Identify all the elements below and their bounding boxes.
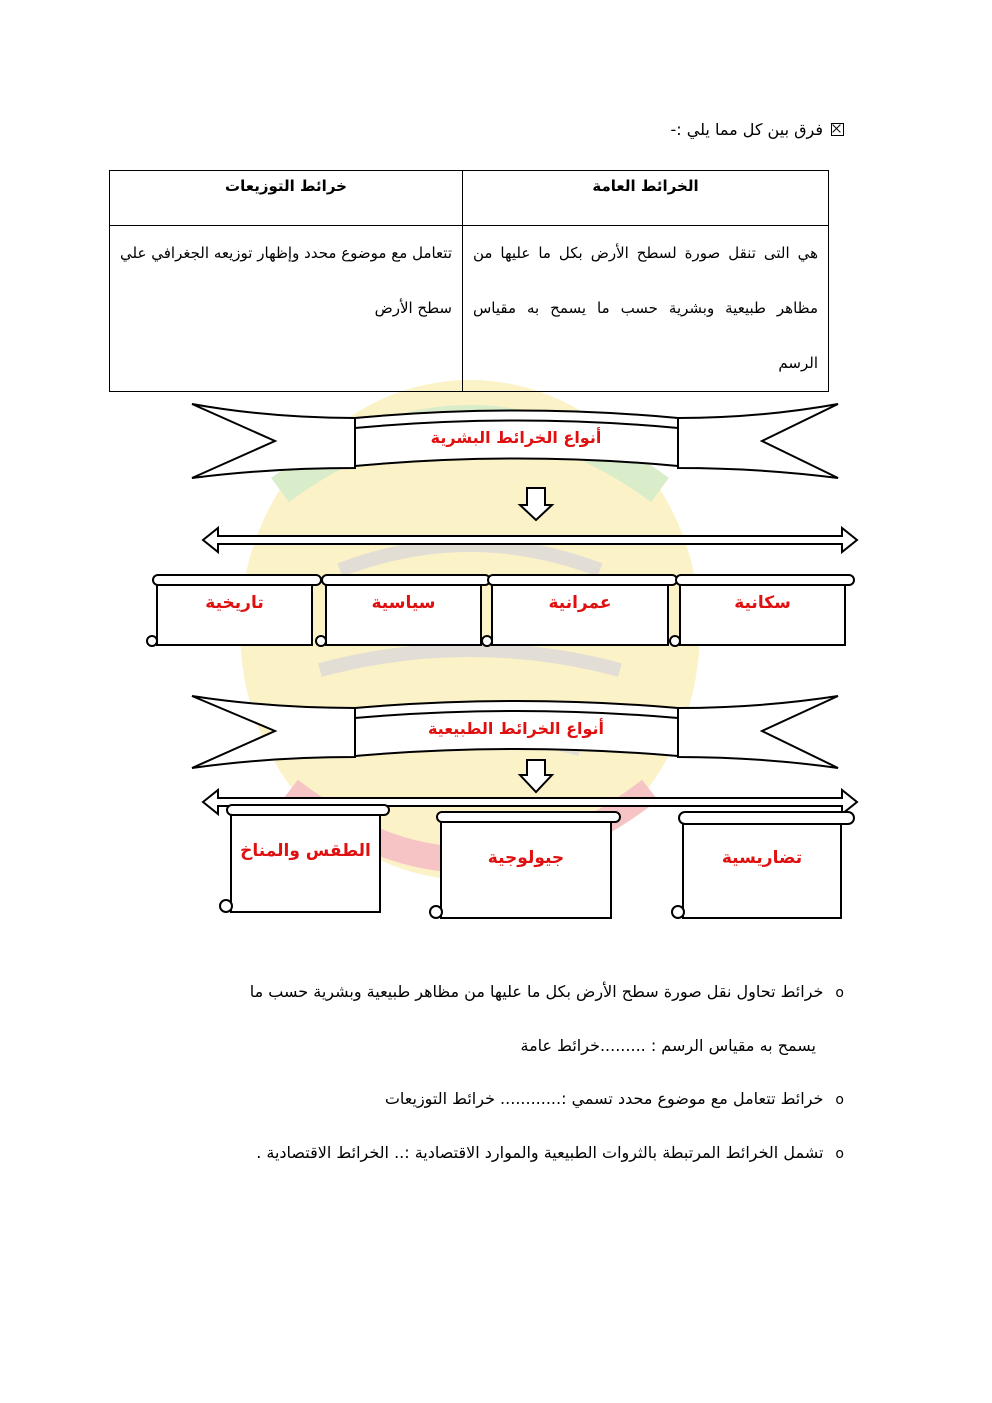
question-1-line-2: يسمح به مقياس الرسم : .........خرائط عامة [520, 1036, 816, 1055]
question-2-text: خرائط تتعامل مع موضوع محدد تسمي :............ خرائط التوزيعات [384, 1089, 824, 1108]
type-historical-label: تاريخية [205, 593, 264, 613]
question-item [385, 1089, 844, 1108]
type-political-label: سياسية [371, 593, 436, 613]
cell-distribution-maps-definition: تتعامل مع موضوع محدد وإظهار توزيعه الجغرافي علي سطح الأرض [110, 226, 463, 392]
question-3-text: تشمل الخرائط المرتبطة بالثروات الطبيعية والموارد الاقتصادية :.. الخرائط الاقتصادية . [256, 1143, 824, 1162]
type-geological-label: جيولوجية [487, 848, 565, 868]
type-urban-label: عمرانية [548, 593, 612, 613]
header-distribution-maps: خرائط التوزيعات [110, 171, 463, 226]
question-item [250, 982, 844, 1001]
bullet-circle-icon: o [835, 1146, 844, 1162]
down-arrow-icon [520, 488, 552, 520]
question-1-line-1: خرائط تحاول نقل صورة سطح الأرض بكل ما عليها من مظاهر طبيعية وبشرية حسب ما [249, 982, 824, 1001]
double-arrow-icon [203, 528, 857, 552]
type-population-label: سكانية [734, 593, 791, 613]
bullet-circle-icon: o [835, 1092, 844, 1108]
heading-text: فرق بين كل مما يلي :- [670, 120, 823, 139]
question-item [256, 1143, 844, 1162]
type-topographic-label: تضاريسية [721, 848, 803, 868]
natural-maps-title: أنواع الخرائط الطبيعية [427, 719, 605, 738]
header-general-maps: الخرائط العامة [463, 171, 829, 226]
human-maps-title: أنواع الخرائط البشرية [430, 428, 602, 447]
bullet-circle-icon: o [835, 985, 844, 1001]
down-arrow-icon [520, 760, 552, 792]
type-weather-climate-label: الطقس والمناخ [240, 841, 371, 861]
cell-general-maps-definition: هي التى تنقل صورة لسطح الأرض بكل ما عليها من مظاهر طبيعية وبشرية حسب ما يسمح به مقياس الرسم [463, 226, 829, 392]
